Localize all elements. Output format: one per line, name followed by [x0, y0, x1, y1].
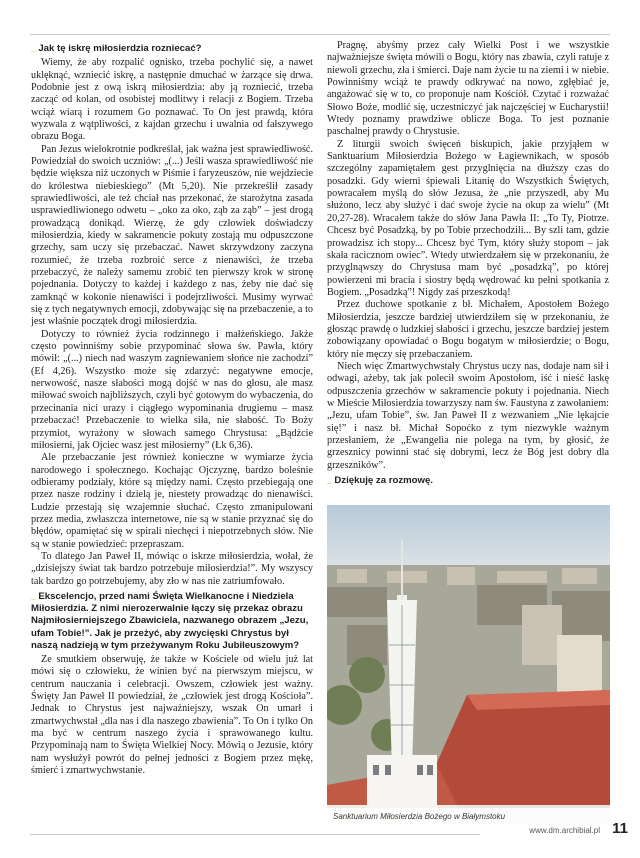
- page-number: 11: [612, 820, 628, 837]
- bottom-rule: [30, 834, 480, 835]
- paragraph: Dotyczy to również życia rodzinnego i małżeńskiego. Jakże często powinniśmy sobie przypominać słowa św. Pawła, który mówił: „(...) niech nad waszym zagniewaniem słońce nie zachodzi” (Ef 4,26). Wszystko może się zdarzyć: negatywne emocje, nerwowość, nasze słabości mogą dojść w nas do głosu, ale masz miłować swoich najbliższych, czyli być gotowym do wybaczenia, do przecinania nici urazy i ciągłego wypominania drugiemu – masz przebaczać! Przebaczenie to wielka siła, nie słabość. To Boży przymiot, wyrażony w słowach samego Chrystusa: „Bądźcie miłosierni, jak Ojciec wasz jest miłosierny” (Łk 6,36).: [31, 328, 313, 451]
- question-dash-icon: _: [31, 43, 37, 54]
- closing-remark: _ Dziękuję za rozmowę.: [327, 475, 433, 487]
- footer-url: www.dm.archibial.pl: [529, 826, 600, 835]
- paragraph: Pan Jezus wielokrotnie podkreślał, jak ważna jest sprawiedliwość. Powiedział do swoich uczniów: „(...) Jeśli wasza sprawiedliwość nie będzie większa niż uczonych w Piśmie i faryzeuszów, nie wejdziecie do królestwa niebieskiego” (Mt 5,20). Nie przekreślił zasady sprawiedliwości, ale też chciał nas przekonać, że starożytna zasada usprawiedliwionego odwetu – „oko za oko, ząb za ząb” – jest drogą prowadzącą donikąd. Wierzę, że gdy człowiek doświadczy miłosierdzia, kiedy w sakramencie pokuty zostają mu odpuszczone grzechy, sam uczy się przebaczać. Nawet skrzywdzony zaczyna rozumieć, że trzeba rozbroić serce z nienawiści, że trzeba przebaczyć, że należy samemu zrobić ten pierwszy krok w stronę pojednania. Dotyczy to każdej i każdego z nas, żeby nie dać się zamknąć w kokonie nienawiści i podejrzliwości. Musimy wyrwać się z tych negatywnych emocji, zdobywając się na przebaczenie, a to jest właśnie początek drogi miłosierdzia.: [31, 143, 313, 328]
- question-dash-icon: _: [31, 590, 37, 602]
- interview-question: _ Ekscelencjo, przed nami Święta Wielkanocne i Niedziela Miłosierdzia. Z nimi nierozerwalnie łączy się przekaz obrazu Najmiłosierniejszego Zbawiciela, nazwanego obrazem „Jezu, ufam Tobie!”. Jak je przeżyć, aby zwycięski Chrystus był naszą nadzieją w tym przeżywanym Roku Jubileuszowym?: [31, 590, 309, 651]
- paragraph: Pragnę, abyśmy przez cały Wielki Post i we wszystkie najważniejsze święta mówili o Bogu, który nas zbawia, czyli ratuje z niewoli grzechu, zła i śmierci. Daje nam życie tu na ziemi i w niebie. Powinniśmy wciąż te prawdy odkrywać na nowo, zgłębiać je, angażować się w to, co proponuje nam Kościół. Czytać i rozważać Słowo Boże, modlić się, uczestniczyć jak najczęściej w Eucharystii! Wtedy poznamy prawdziwe oblicze Boga. To jest poznanie paschalnej prawdy o Chrystusie.: [327, 40, 609, 138]
- paragraph: To dlatego Jan Paweł II, mówiąc o iskrze miłosierdzia, wołał, że „dzisiejszy świat tak bardzo potrzebuje miłosierdzia!”. My wszyscy tak bardzo go potrzebujemy, aby zło w nas nie zatriumfowało.: [31, 550, 313, 587]
- question-dash-icon: _: [327, 475, 333, 487]
- sanctuary-photo: [327, 505, 610, 825]
- interview-question: _ Jak tę iskrę miłosierdzia rozniecać?: [31, 43, 202, 54]
- photo-caption: Sanktuarium Miłosierdzia Bożego w Białymstoku: [327, 808, 610, 825]
- sanctuary-illustration: [327, 505, 610, 825]
- left-column: [31, 40, 313, 826]
- paragraph: Przez duchowe spotkanie z bł. Michałem, Apostołem Bożego Miłosierdzia, jeszcze bardziej utwierdziłem się w przekonaniu, że głosząc prawdę o ludzkiej słabości i grzechu, jeszcze bardziej jestem zobowiązany opowiadać o Bogu bogatym w miłosierdzie; o Bogu, który nie męczy się przebaczaniem.: [327, 299, 609, 360]
- paragraph: Z liturgii swoich święceń biskupich, jakie przyjąłem w Sanktuarium Miłosierdzia Bożego w Łagiewnikach, w sposób szczególny zapamiętałem gest przyglnięcia na dłuższy czas do posadzki. Gdy wierni śpiewali Litanię do Wszystkich Świętych, powracałem myślą do słów Jezusa, że „nie przyszedł, aby Mu służono, lecz aby służyć i dać swoje życie na okup za wielu” (Mt 20,27-28). Wracałem także do słów Jana Pawła II: „To Ty, Piotrze. Chcesz być Posadzką, by po Tobie przechodzili... By szli tam, gdzie prowadzisz ich stopy... Chcesz być Tym, który służy stopom – jak skała racicznom owiec”. Wtedy utwierdzałem się w przekonaniu, że przyglnąwszy do Chrystusa mam być „posadzką”, po której powierzeni mi bracia i siostry będą wędrować ku pełni spotkania z Bogiem. „Posadzką”! Nigdy zaś przeszkodą!: [327, 138, 609, 298]
- paragraph: Wiemy, że aby rozpalić ognisko, trzeba pochylić się, a nawet uklęknąć, wzniecić iskrę, a następnie dmuchać w żarzące się drwa. Podobnie jest z ową iskrą miłosierdzia: aby ją rozniecić, trzeba zacząć od kolan, od osobistej modlitwy i relacji z Bogiem. Trzeba wciąż wiarą i rozumem Go poznawać. To On jest prawdą, która wyzwala z wątpliwości, z kajdan grzechu i uwalnia od fałszywego obrazu Boga.: [31, 57, 313, 143]
- paragraph: Ale przebaczanie jest również konieczne w wymiarze życia narodowego i społecznego. Kochając Ojczyznę, bardzo boleśnie odbieramy podziały, które są między nami. Często przebiegają one przez nasze rodziny i dzielą je, niestety prowadząc do nienawiści. Ludzie przestają się wzajemnie słuchać. Często zmanipulowani przez media, zwłaszcza internetowe, nie są w stanie przyznać się do błędów, opamiętać się w spirali niechęci i niepotrzebnych słów. Nie są w stanie powiedzieć: przepraszam.: [31, 452, 313, 550]
- paragraph: Niech więc Zmartwychwstały Chrystus uczy nas, dodaje nam sił i odwagi, ażeby, tak jak polecił swoim Apostołom, iść i nieść łaskę odpuszczenia grzechów w sakramencie pokuty i pojednania. Niech w Mieście Miłosierdzia towarzyszy nam św. Faustyna z zawołaniem: „Jezu, ufam Tobie”, św. Jan Paweł II z wezwaniem „Nie lękajcie się!” i nasz bł. Michał Sopoćko z tym niezwykle ważnym przesłaniem, że „Ewangelia nie polega na tym, by głosić, że grzesznicy powinni stać się dobrymi, lecz że Bóg jest dobry dla grzeszników”.: [327, 360, 609, 471]
- paragraph: Ze smutkiem obserwuję, że także w Kościele od wielu już lat mówi się o człowieku, że winien być na pierwszym miejscu, w centrum nauczania i celebracji. Owszem, człowiek jest ważny. Święty Jan Paweł II powiedział, że „człowiek jest drogą Kościoła”. Jednak to Chrystus jest najważniejszy, wszak On umarł i zmartwychwstał „dla nas i dla naszego zbawienia”. To On i tylko On ma być w centrum naszego życia i sprawowanego kultu. Przypominają nam to Święta Wielkiej Nocy. Mówią o Jezusie, który nam wysłużył powrót do pełnej jedności z Bogiem przez mękę, śmierć i zmartwychwstanie.: [31, 654, 313, 777]
- top-rule: [30, 34, 610, 35]
